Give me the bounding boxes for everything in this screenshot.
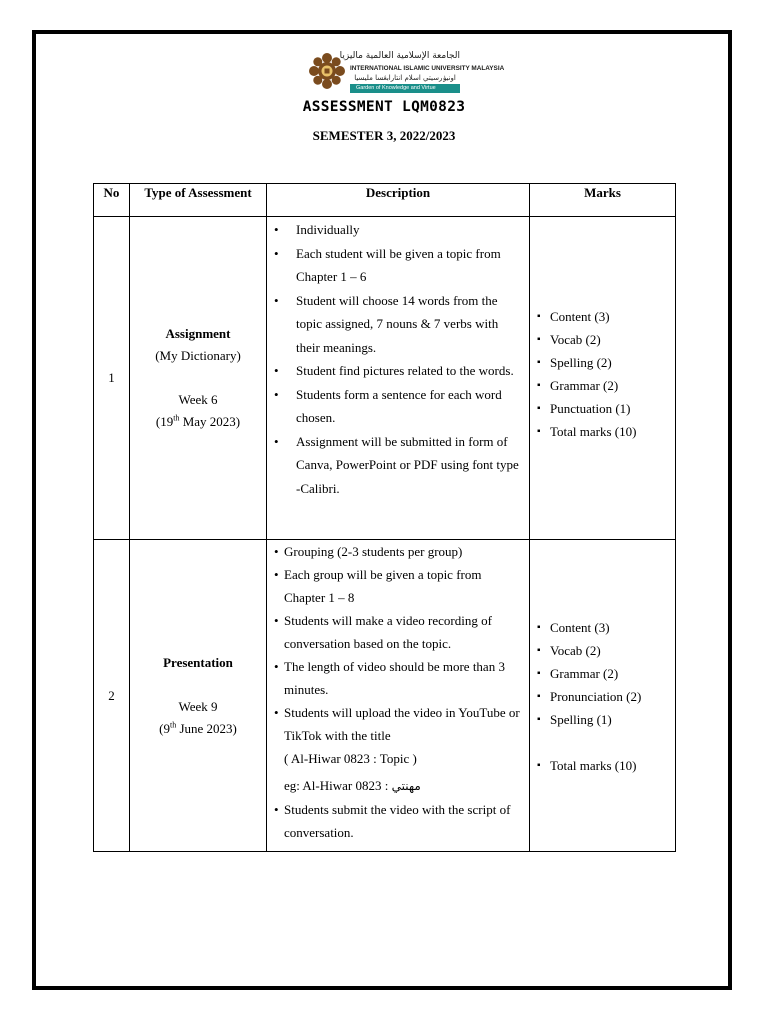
assessment-type <box>130 540 267 852</box>
assessment-description <box>267 217 530 540</box>
header-no: No <box>94 184 130 217</box>
assessment-type-title: Presentation <box>163 654 233 670</box>
list-item: ▪ Pronunciation (2) <box>530 685 675 708</box>
logo-arabic-name: الجامعة الإسلامية العالمية ماليزيا <box>339 51 460 61</box>
list-item: ▪ Vocab (2) <box>530 639 675 662</box>
assessment-week: Week 6 <box>178 392 218 407</box>
list-item: ▪ Vocab (2) <box>530 328 675 351</box>
list-item: ▪ Content (3) <box>530 616 675 639</box>
list-item: ▪ Spelling (2) <box>530 351 675 374</box>
header-description: Description <box>267 184 530 217</box>
assessment-description <box>267 540 530 852</box>
row-number: 2 <box>94 540 130 852</box>
university-logo <box>306 50 505 96</box>
list-item: ▪ Punctuation (1) <box>530 397 675 420</box>
assessment-type <box>130 217 267 540</box>
header-marks: Marks <box>530 184 676 217</box>
assessment-table <box>93 183 676 852</box>
list-item: ▪ Total marks (10) <box>530 754 675 777</box>
list-item: • Students submit the video with the script of conversation. <box>267 798 525 844</box>
list-item: • Grouping (2-3 students per group) <box>267 540 525 563</box>
list-item: ▪ Content (3) <box>530 305 675 328</box>
logo-english-name: INTERNATIONAL ISLAMIC UNIVERSITY MALAYSIA <box>350 65 505 72</box>
list-item: • Students form a sentence for each word chosen. <box>267 383 525 430</box>
list-item: • Student find pictures related to the words. <box>267 359 525 383</box>
assessment-marks <box>530 540 676 852</box>
assessment-date: (9th June 2023) <box>159 720 237 736</box>
logo-malay-name: اونيۏرسيتي اسلام انتارابڠسا مليسيا <box>354 74 456 82</box>
list-item: • Individually <box>267 218 525 242</box>
list-item: ▪ Spelling (1) <box>530 708 675 731</box>
header-type: Type of Assessment <box>130 184 267 217</box>
example-title: eg: Al-Hiwar 0823 : مهنتي <box>284 778 421 793</box>
title-format: ( Al-Hiwar 0823 : Topic ) <box>284 751 417 766</box>
list-item: ▪ Grammar (2) <box>530 374 675 397</box>
list-item: • Each group will be given a topic from Chapter 1 – 8 <box>267 563 525 609</box>
list-item: ▪ Grammar (2) <box>530 662 675 685</box>
list-item: • Each student will be given a topic from Chapter 1 – 6 <box>267 242 525 289</box>
assessment-type-subtitle: (My Dictionary) <box>155 348 241 363</box>
list-item: • The length of video should be more than 3 minutes. <box>267 655 525 701</box>
row-number: 1 <box>94 217 130 540</box>
assessment-type-title: Assignment <box>165 326 231 341</box>
page-title: ASSESSMENT LQM0823 <box>302 99 466 115</box>
list-item: ▪ Total marks (10) <box>530 420 675 443</box>
table-row <box>94 217 676 540</box>
list-item: • Student will choose 14 words from the topic assigned, 7 nouns & 7 verbs with their meanings. <box>267 289 525 360</box>
assessment-week: Week 9 <box>178 698 218 714</box>
list-item: • Students will make a video recording of conversation based on the topic. <box>267 609 525 655</box>
page-subtitle: SEMESTER 3, 2022/2023 <box>312 128 456 143</box>
list-item: • Assignment will be submitted in form of Canva, PowerPoint or PDF using font type -Calibri. <box>267 430 525 501</box>
list-item: • Students will upload the video in YouTube or TikTok with the title ( Al-Hiwar 0823 : Topic ) eg: Al-Hiwar 0823 : مهنتي <box>267 701 525 798</box>
logo-tagline: Garden of Knowledge and Virtue <box>356 85 436 91</box>
assessment-date: (19th May 2023) <box>155 413 241 429</box>
assessment-marks <box>530 217 676 540</box>
table-header-row <box>94 184 676 217</box>
table-row <box>94 540 676 852</box>
